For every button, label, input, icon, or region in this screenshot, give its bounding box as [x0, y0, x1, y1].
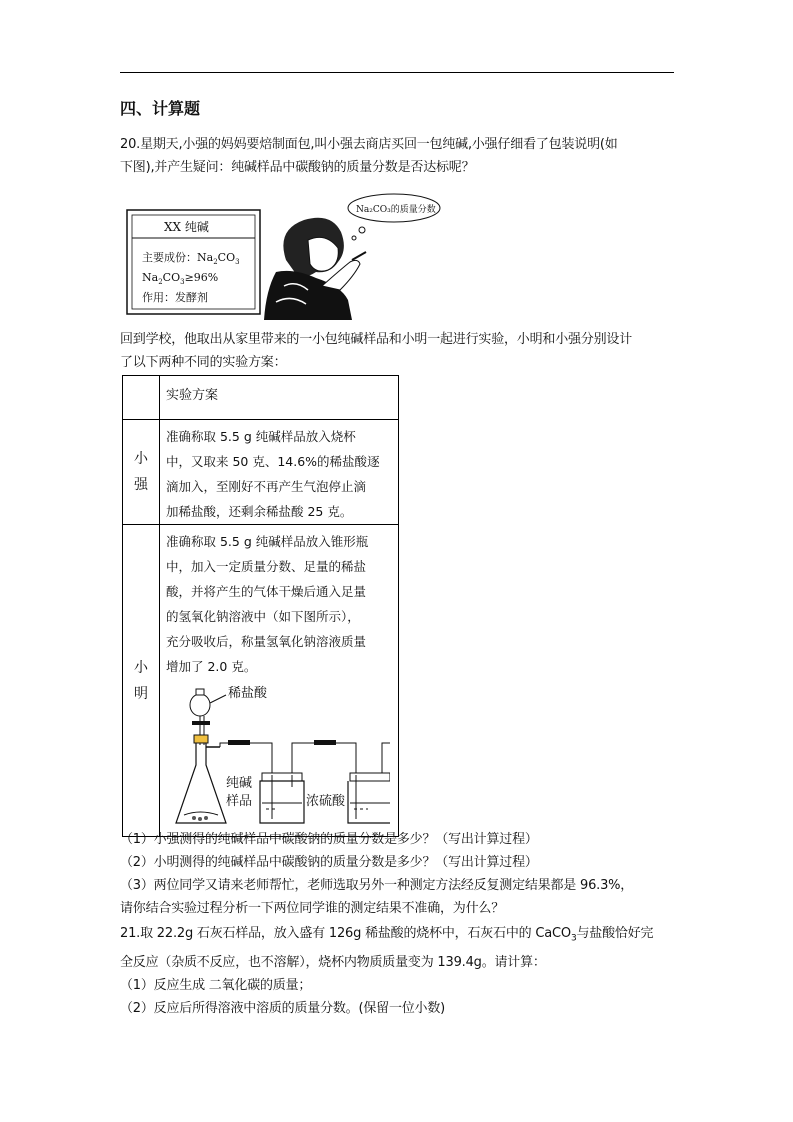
- table-header: 实验方案: [160, 376, 399, 420]
- q21-line: （2）反应后所得溶液中溶质的质量分数。(保留一位小数): [120, 1000, 446, 1016]
- thought-bubble-text: Na₂CO₃的质量分数: [356, 205, 436, 215]
- q20-questions: [120, 828, 676, 920]
- header-rule: [120, 72, 674, 73]
- sulfuric-acid-label: 浓硫酸: [306, 794, 346, 809]
- q21-line: 21.取 22.2g 石灰石样品，放入盛有 126g 稀盐酸的烧杯中，石灰石中的 CaCO$_3$与盐酸恰好完: [120, 926, 654, 944]
- acid-label: 稀盐酸: [228, 686, 268, 701]
- table-row: [123, 420, 399, 525]
- conical-flask: [176, 735, 226, 823]
- q20-intro-line: 下图),并产生疑问：纯碱样品中碳酸钠的质量分数是否达标呢？: [120, 160, 475, 175]
- row-plan-xiaoming: 准确称取 5.5 g 纯碱样品放入锥形瓶 中，加入一定质量分数、足量的稀盐 酸，并将产生的气体干燥后通入足量 的氢氧化钠溶液中（如下图所示）， 充分吸收后，称量氢氧化钠溶液质量 增加了 2.0 克。 稀盐酸 纯碱 样品 浓硫酸: [160, 525, 399, 837]
- package-label: [127, 210, 260, 314]
- section-title: 四、计算题: [120, 99, 201, 118]
- q20-after-line: 回到学校，他取出从家里带来的一小包纯碱样品和小明一起进行实验，小明和小强分别设计: [120, 332, 633, 347]
- experiment-table: [122, 375, 399, 837]
- q21-line: （1）反应生成 二氧化碳的质量；: [120, 977, 312, 993]
- q20-question: （3）两位同学又请来老师帮忙，老师选取另外一种测定方法经反复测定结果都是 96.3%，: [120, 878, 634, 893]
- q20-intro: [120, 133, 676, 179]
- q20-intro-line: 20.星期天,小强的妈妈要焙制面包,叫小强去商店买回一包纯碱,小强仔细看了包装说明(如: [120, 137, 618, 152]
- apparatus-diagram: [160, 683, 390, 835]
- wash-bottle-sulfuric-acid: [260, 773, 304, 823]
- thought-bubble: [348, 194, 440, 240]
- q21: [120, 922, 676, 1020]
- wash-bottle-sodium-hydroxide: [348, 773, 390, 823]
- q20-question: 请你结合实验过程分析一下两位同学谁的测定结果不准确，为什么？: [120, 901, 505, 916]
- q20-question: （1）小强测得的纯碱样品中碳酸钠的质量分数是多少？（写出计算过程）: [120, 832, 538, 847]
- q20-illustration: [126, 190, 456, 320]
- table-row: [123, 525, 399, 837]
- package-title: XX 纯碱: [164, 220, 209, 234]
- q21-line: 全反应（杂质不反应，也不溶解），烧杯内物质质量变为 139.4g。请计算：: [120, 954, 546, 970]
- row-name-xiaoqiang: 小 强: [123, 420, 160, 525]
- q20-after-image: [120, 328, 676, 374]
- header-empty-cell: [123, 376, 160, 420]
- q20-question: （2）小明测得的纯碱样品中碳酸钠的质量分数是多少？（写出计算过程）: [120, 855, 538, 870]
- sample-label-line1: 纯碱: [226, 776, 253, 791]
- sample-label-line2: 样品: [226, 794, 253, 809]
- row-name-xiaoming: 小 明: [123, 525, 160, 837]
- q20-after-line: 了以下两种不同的实验方案：: [120, 355, 287, 370]
- package-purity: $Na_2CO_3\ge 96\%$: [142, 271, 219, 286]
- package-use: 作用：发酵剂: [142, 291, 208, 304]
- row-plan-xiaoqiang: 准确称取 5.5 g 纯碱样品放入烧杯 中，又取来 50 克、14.6%的稀盐酸逐 滴加入，至刚好不再产生气泡停止滴 加稀盐酸，还剩余稀盐酸 25 克。: [160, 420, 399, 525]
- table-header-row: [123, 376, 399, 420]
- thinking-man-figure: [264, 218, 366, 320]
- connecting-tubing: [220, 740, 390, 775]
- package-ingredient: 主要成份：$Na_2CO_3$: [142, 251, 240, 266]
